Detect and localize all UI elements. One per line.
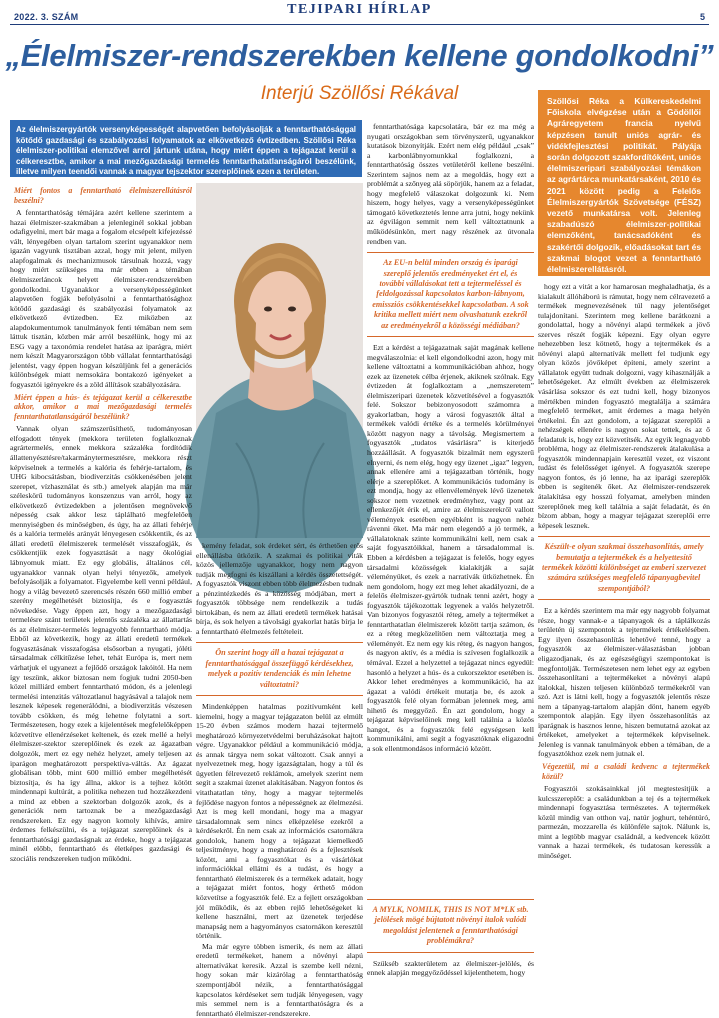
pull-quote-question: Ön szerint hogy áll a hazai tejágazat a fenntarthatósággal összefüggő kérdésekhez, melyek a pozitív tendenciák és min lehetne változtatni? [196, 642, 363, 696]
article-column-4 [538, 282, 710, 995]
pull-quote-question: Készült-e olyan szakmai összehasonlítás, amely bemutatja a tejtermékek és a helyettesítő termékek közötti különbséget az emberi szervezet számára szükséges megfelelő tápanyagbevitel szempontjából? [538, 536, 710, 600]
article-column-2 [196, 541, 363, 1018]
page-number: 5 [699, 12, 705, 22]
lead-paragraph-box: Az élelmiszergyártók versenyképességét alapvetően befolyásolják a fenntarthatósággal kötődő gazdasági és szabályozási folyamatok az elkövetkező évtizedben. Szöllősi Réka élelmiszer-politikai elemzővel arról jártunk utána, hogy miért éppen a tejágazat kerül a célkeresztbe, amikor a mai mezőgazdasági termelés fenntarthatatlanságáról beszélünk, illetve milyen teendői vannak a magyar tejszektor szereplőinek ezen a területen. [10, 120, 362, 177]
issue-number: 2022. 3. SZÁM [14, 12, 79, 22]
answer-paragraph: Ezt a kérdést a tejágazatnak saját magának kellene megválaszolnia: el kell elgondolkodni azon, hogy mit kellene változtatni a kommunikációban ahhoz, hogy ezek az üzenetek célba érjenek, akiknek szólnak. Egy évtizeden át foglalkoztam a „nemszeretem” élelmiszeripari üzenetek közvetítésével a fogyasztók felé. Sokszor bebizonyosodott számomra a gyakorlatban, hogy a városi fogyasztók által a termékek valódi értéke és a termelés körülményei között nagyon nagy a távolság. Megismertem a fogyasztók „tudatos vásárlásra” is kiterjedő hozzáállását. A fogyasztók bizalmát nem egyszerű elnyerni, és nem elég, hogy egy üzenet „igaz” legyen, annak ellenére ami a tejágazatban történik, hogy elérje a szereplőket. A kommunikációs tudomány is ezt mondja, hogy az ellenvélemények lévő üzenetek sokszor nem vezetnek eredményhez, vagy pont az ellenkezőjét érik el, amire az élelmiszerekről vallott vélemények esetében egyébként is nagyon nehéz rávenni őket. Ma már nem elegendő a jó termék, a vállalatoknak szinte kommunikálni kell, nem csak a saját fogyasztóikkal, hanem a társadalommal is. Ebben a kérdésben a tejágazat is felelős, hogy egyes társadalmi közösségek kialakítják a saját véleményüket, és ezek a narratívák ütközhetnek. Én nem gondolom, hogy ezt meg lehet akadályozni, de a felelős élelmiszer-gyártók tudnak tenni azért, hogy a fogyasztók tájékozottak legyenek a valós helyzetről. Van bizonyos fogyasztói réteg, amely a tejterméket a fenntarthatatlan élelmiszerek között tartja számon, és ez a réteg megközelítően nem változtatja meg a véleményét. Ez nem egy kis réteg, és nagyon hangos, és nagyon aktív, és a média is szívesen foglalkozik a témával. Ezzel a helyzettel a tejágazat nincs egyedül: hasonló a helyzet a hús- és a cukorszektor esetében is. Akkor lehet eredményes a kommunikáció, ha az ágazat a valódi értékeit mutatja be, és azok a fogyasztók felé olyan formában jelennek meg, ami hihető és meggyőző. Én azt gondolom, hogy a tejágazat képviselőinek meg kell találnia a közös hangot, és a fogyasztók felé egységesen kell kommunikálni, ami segít a fogyasztóknak eligazodni a sok ellentmondásos információ között. [367, 342, 534, 753]
interview-question: Miért fontos a fenntartható élelmiszerellátásról beszélni? [14, 186, 192, 205]
article-column-3 [367, 122, 534, 890]
interviewee-photo [196, 183, 363, 538]
answer-paragraph: hogy ezt a vitát a kor hamarosan meghaladhatja, és a kialakult állóháború is rámutat, hogy nem célravezető a termékek megnevezésének túl nagy jelentőséget tulajdonítani. Szerintem meg kellene barátkozni a gondolattal, hogy a növényi alapú termékek a jövő szerves részét fogják képezni. Egy olyan egyre nehezebben lesz kötnető, hogy a tejtermékek és a növényi alapú alternatívák mellett fel tudjunk egy olyan közös jövőképet építeni, amely szerint a vállalatok együtt tudnak dolgozni, vagy kihasználják a lehetőségeket. Az elmúlt években az élelmiszerek vásárlása sokszor és ezt tudni kell, hogy bizonyos mértékben minden fogyasztó megtalálja a számára megfelelő terméket, amit érdemes a maga helyén értékelni. Én azt gondolom, a tejágazat szereplői a nehézségek ellenére is nagyon sokat tettek, és az ő feladatuk is, hogy ezt közvetítsék. Az egyik legnagyobb probléma, hogy az élelmiszer-rendszerek átalakulása a fogyasztók mindennapjain keresztül vezet, ez viszont tudást és felelősséget igényel. A fogyasztók szerepe nagyon fontos, és jó lenne, ha az iparági szereplők ebben is segítenék őket. Az élelmiszer-rendszerek átalakítása egy hosszú folyamat, amelyben minden szereplőnek meg kell találnia a saját feladatát, és én bízom abban, hogy a magyar tejágazat szereplői erre képesek lesznek. [538, 282, 710, 530]
answer-paragraph: fenntarthatósága kapcsolatára, bár ez ma még a nyugati országokban sem törvényszerű, ugyanakkor kutatások bizonyítják. Ezért nem elég például „csak” a karbonlábnyomunkkal foglalkozni, a fenntarthatóság összes vetületéről kellene beszélni. Szerintem sajnos nem az a megoldás, hogy ezt a problémát a szőnyeg alá söpörjük, hanem az a feladat, hogy megfelelő válaszokat dolgozunk ki. Nem hiszem, hogy helyes, vagy a versenyképességünket támogató következtetés lenne arra jutni, hogy nekünk az égvilágon semmit nem kell változtatnunk a működésünkön, mert nagy részének az útvonala rendben van. [367, 122, 534, 246]
answer-paragraph: Szükséb szakterületem az élelmiszer-jelölés, és ennek alapján meggyőződéssel kijelenthetem, hogy [367, 958, 534, 978]
interview-question: Végezetül, mi a családi kedvenc a tejtermékek közül? [542, 762, 710, 781]
header-divider [10, 24, 709, 25]
answer-paragraph: Ma már egyre többen ismerik, és nem az állati eredetű termékeket, hanem a növényi alapú alternatívákat keresik. Azzal is szembe kell nézni, hogy sokan már kizárólag a fenntarthatóság szempontjából nézik, a fenntarthatósággal kapcsolatos kérdéseket sem tudják lényegesen, vagy mis semmel nem is a fenntarthatóságra és a fenntartható élelmiszer-rendszerekre. [196, 941, 363, 1018]
author-bio-box: Szöllősi Réka a Külkereskedelmi Főiskola elvégzése után a Gödöllői Agráregyetem francia nyelvű képzésen tanult uniós agrár- és vidékfejlesztési politikát. Pályája során dolgozott szakfordítóként, uniós élelmiszeripari szabályozási témákon az agrártárca munkatársaként, 2010 és 2021 között pedig a Felelős Élelmiszergyártók Szövetsége (FÉSZ) vezető munkatársa volt. Jelenleg szabadúszó élelmiszer-politikai elemzőként, tanácsadóként és szakértői dolgozik, előadásokat tart és szakmai blogot vezet a fenntartható élelmiszerellátásról. [538, 90, 710, 276]
answer-paragraph: A fenntarthatóság témájára azért kellene szerintem a hazai élelmiszer-szakmában a jelenleginél sokkal jobban odafigyelni, mert bár maga a fogalom elcsépelt kifejezéssé vált, lényegében olyan tartalom szerint ugyanakkor nem igazán vagyunk tisztában azzal, hogy mit jelent, milyen alapfogalmak és mechanizmusok társulnak hozzá, vagy hogy miért szükséges ma már ebben a témában élelmiszerláncok helyett élelmiszer-rendszerekben gondolkodni. Ugyanakkor a versenyképességünket alapvetően fogják befolyásolni a fenntarthatósághoz kötődő gazdasági és szabályozási folyamatok az elkövetkező évtizedben. Ez miközben az alapdokumentumok tanulmányok fenti témában nem sem láttuk tisztán, közben már arról beszélünk, hogy mi az ESG vagy a taxonómia rendelet hatása az iparágra, miért nem készít Magyarországon több vállalat fenntarthatósági jelentést, vagy éppen hogyan készüljünk fel a generációs különbségek miatt nemsokára bontakozó igényeket a fogyasztói igényekre és a zöld állítások szabályozására. [10, 208, 192, 390]
article-title: „Élelmiszer-rendszerekben kellene gondolkodni” [5, 38, 714, 73]
answer-paragraph: Fogyasztói szokásainkkal jól megtestesítjük a kulcsszereplőt: a családunkban a tej és a tejtermékek mindennapi fogyasztása természetes. A tejtermékek közül mindig van otthon vaj, natúr joghurt, tehéntúró, parmezán, mozzarella és különféle sajtok. Nálunk is, mint a legtöbb magyar családnál, a kedvencek között vannak a hazai termékek, és tudatosan keressük a minőséget. [538, 784, 710, 861]
pull-quote-question: Az EU-n belül minden ország és iparági szereplő jelentős eredményeket ért el, és további vállalásokat tett a tejtermeléssel és feldolgozással kapcsolatos karbon-lábnyom, emissziós csökkentésekkel kapcsolatban. A sok kritika mellett miért nem olvashatunk ezekről az eredményekről a közösségi médiában? [367, 252, 534, 337]
answer-paragraph: kemény feladat, sok érdeket sért, és érthetően erős ellenállásba ütközik. A szakmai és politikai viták közös jellemzője ugyanakkor, hogy nem nagyon tudják megfogni és kiszállani a kérdés összetettségét. A fogyasztók viszont ebben több élelmezésben tudnak a pénzintézkedés és a közösség módjában, mert a fogyasztók többsége nem rendelkezik a tudás birtokában, és nem az állati eredetű termékek hatásai bírja, és sok helyen a távolsági gyakorlat hatás bírja le a fenntartható élelmezés feltételeit. [196, 541, 363, 636]
article-column-3-bottom [367, 893, 534, 995]
answer-paragraph: Mindenképpen hatalmas pozitívumként kell kiemelni, hogy a magyar tejágazaton belül az elmúlt 15-20 évben számos modern hazai tejtermelő meghatározó környezetvédelmi beruházásokat hajtott végre. Ugyanakkor például a kommunikáció módja, és annak tárgya nem sokat változott. Csak annyi a nyelvezetnek meg, hogy igazságtalan, hogy a túl és ügyetlen félrevezető reklámok, amelyek szerint nem segít a szakmai üzenet alakításában. Nagyon fontos és vitathatatlan tény, hogy a magyar tejtermelés fejlődése nagyon fontos a népességnek az élelmezési. Azt is meg kell mondani, hogy ma a magyar társadalomnak sem nincs elképzelése ezekről a kérdésekről. Én nem csak az információs csatornákra gondolok, hanem hogy a tejágazat kiemelkedő teljesítménye, hogy a meghatározó és a fejlesztések között, ami a fogyasztókat és a vásárlókat információkkal ellátni és a tudást, és hogy a fenntartható élelmiszerek és a termékek adatait, hogy a tejágazat miért fontos, hogy érthető módon közvetítse a fogyasztók felé. Ez a fejlett országokban jól működik, és az ebben rejlő lehetőségeket ki kellene használni, mert az üzenetek terjedése manapság nem a hagyományos csatornákon keresztül történik. [196, 702, 363, 941]
article-column-1 [10, 183, 192, 995]
answer-paragraph: Ez a kérdés szerintem ma már egy nagyobb folyamat része, hogy vannak-e a tápanyagok és a táplálkozás területén új szempontok a tejtermékek értékelésében. Egy ilyen összehasonlítás lehetővé tenné, hogy a fogyasztók az élelmiszer-választásban jobban eligazodjanak, és az egészségügyi szempontokat is megfontolják. Természetesen nem lehet egy az egyben összehasonlítani a tejtermékeket a növényi alapú italokkal, hiszen teljesen különböző termékekről van szó. Azt is látni kell, hogy a fogyasztók jelentős része nem a tápanyag-tartalom alapján dönt, hanem egyéb szempontok alapján. Egy ilyen összehasonlítás az iparágnak is hasznos lenne, hiszen bemutatná azokat az értékeket, amelyeket a tejtermékek képviselnek. Jelenleg is vannak tanulmányok ebben a témában, de a fogyasztókhoz ezek nem jutnak el. [538, 606, 710, 759]
masthead-title: TEJIPARI HÍRLAP [287, 2, 432, 17]
answer-paragraph: Vannak olyan számszerűsíthető, tudományosan elfogadott tények (mekkora területen foglalkoznak agrártermelés, ennek mekkora százaléka fordítódik állattenyésztésre/takarmánytermesztésre, mekkora részt képviselnek a termelés a kalória és fehérje-tartalom, és UHG kibocsátásban, biodiverzitás csökkenésében jelent szerepet, vízhasználat és stb.) amelyek alapján ma már széleskörű tudományos konszenzus van arról, hogy az elkövetkező évtizedekben a jelentősen megnövekvő népesség csak akkor lesz táplálható megfelelően mennyiségben és minőségben, és úgy, ha az állati fehérje és a kalória termelés arányát lényegesen csökkentik, és az állati eredetű élelmiszerek termelését visszafogják, és csökkentjük ezek fogyasztását a nagy ökológiai lábnyomuk miatt. Ez egy globális, általános cél, ugyanakkor vannak olyan helyi tényezők, amelyek befolyásolják a folyamatot. Figyelembe kell venni például, hogy a világ bevezető szerencsés részén 660 millió ember szerény megélhetését biztosítja, és e fogyasztás növekedése. Vagy éppen azt, hogy a mezőgazdasági termelésre szánt területek jelentős százaléka az állattartás és az élelmiszer-termelés legnagyobb fenntartható módja. Ebből az következik, hogy az állati eredetű termékek fogyasztásának visszafogása elsősorban a nyugati, jóléti társadalmak célkitűzése lehet, tehát Európa is, mert nem várhatjuk el ugyanezt a fejlődő országok lakóitól. Ha nem így teszünk, akkor biztosan nem fogjuk tudni 2050-ben közel milliárd embert fenntartható módon, és a jelenlegi termelési intenzitás változatlanul hagyásával a talajok nem lesznek képesek regenerálódni, a biodiverzitás vészesen tovább csökken, és még lehetne folytatni a sort. Természetesen, hogy ezek a kijelentések megfelelőképpen közvetítve ellenérzéseket keltenek, és ezek mellé a helyi élelmiszer-szektor szereplőinek és ezek az ágazatban dolgozók, mert ez egy nehéz helyzet, amely teljesen az iparágon meghatározott perspektíva-váltás. Az ágazat globálisan több, mint 600 millió ember megélhetését biztosítja, és ha így állna, akkor is a tejhez kötött mindennapi kultúrát, a politika nehezen tud hozzákezdeni a mind az ebben a szektorban dolgozók azok, és a generációk nem tartoznak be a mezőgazdasági rendszereken. Ez egy nagyon komoly kihívás, amire érdemes felkészülni, és a tejágazat szereplőinek és a fenntarthatósági gazdaságnak az érdeke, hogy a tejágazat minél előbb, fenntartható és életképes gazdasági és szociális rendszereken tudjon működni. [10, 424, 192, 863]
pull-quote-question: A MYLK, NOMILK, THIS IS NOT M*LK stb. jelölések mögé bújtatott növényi italok valódi megoldást jelentenek a fenntarthatósági problémákra? [367, 899, 534, 953]
portrait-illustration [196, 183, 363, 538]
article-subtitle: Interjú Szöllősi Rékával [260, 83, 459, 104]
interview-question: Miért éppen a hús- és tejágazat kerül a célkeresztbe akkor, amikor a mai mezőgazdasági termelés fenntarthatatlanságáról beszélünk? [14, 392, 192, 421]
